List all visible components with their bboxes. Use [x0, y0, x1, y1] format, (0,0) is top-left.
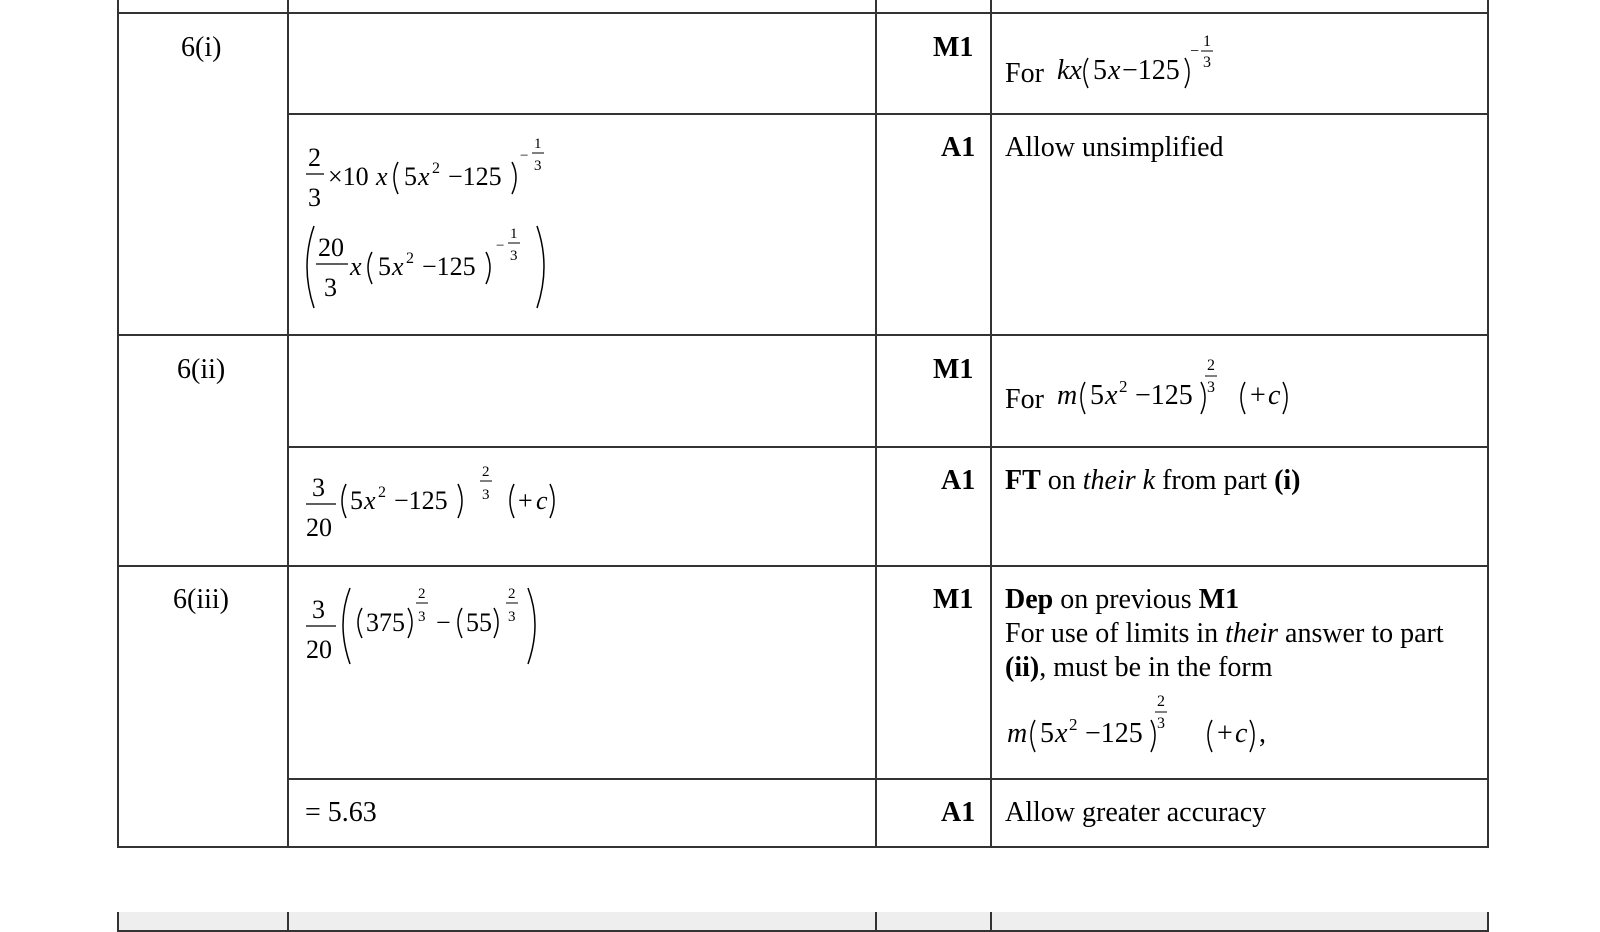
mark-label: A1 [941, 797, 976, 828]
guidance-text: For [1005, 384, 1044, 415]
svg-text:2: 2 [308, 143, 321, 172]
column-divider [875, 0, 877, 848]
svg-text:2: 2 [1157, 693, 1165, 710]
svg-text:−125: −125 [422, 252, 476, 281]
column-divider [990, 912, 992, 932]
svg-text:2: 2 [432, 160, 440, 177]
mark-label: M1 [933, 354, 974, 385]
svg-text:5: 5 [404, 162, 417, 191]
question-label: 6(ii) [177, 354, 226, 385]
answer-formula [300, 584, 600, 674]
svg-text:3: 3 [324, 273, 337, 302]
column-divider [875, 912, 877, 932]
column-divider [1487, 0, 1489, 848]
answer-text: = 5.63 [305, 797, 377, 828]
svg-text:x: x [1108, 55, 1121, 86]
column-divider [117, 0, 119, 848]
svg-text:5: 5 [350, 486, 363, 515]
svg-text:1: 1 [534, 136, 542, 152]
svg-text:−125: −125 [1122, 55, 1180, 86]
svg-text:5: 5 [1090, 380, 1104, 411]
svg-text:5: 5 [378, 252, 391, 281]
svg-text:,: , [1259, 718, 1266, 749]
guidance-text: Dep on previous M1 [1005, 584, 1240, 615]
svg-text:−125: −125 [394, 486, 448, 515]
question-label: 6(iii) [173, 584, 229, 615]
table-top-border [117, 12, 1489, 14]
svg-text:m: m [1057, 380, 1078, 411]
svg-text:2: 2 [1119, 377, 1128, 396]
svg-text:x: x [364, 486, 376, 515]
svg-text:375: 375 [366, 608, 405, 637]
svg-text:2: 2 [1207, 357, 1215, 374]
svg-text:−125: −125 [448, 162, 502, 191]
svg-text:x: x [1105, 380, 1118, 411]
svg-text:x: x [376, 162, 388, 191]
svg-text:kx: kx [1057, 55, 1082, 86]
svg-text:m: m [1007, 718, 1028, 749]
svg-text:1: 1 [1203, 33, 1211, 50]
svg-text:5: 5 [1093, 55, 1107, 86]
answer-formula [300, 462, 590, 552]
svg-text:2: 2 [1069, 715, 1078, 734]
svg-text:3: 3 [482, 487, 490, 503]
table-bottom-border [117, 846, 1489, 848]
svg-text:−125: −125 [1085, 718, 1143, 749]
column-divider [287, 0, 289, 848]
svg-text:3: 3 [418, 609, 426, 625]
svg-text:×10: ×10 [328, 162, 369, 191]
svg-text:3: 3 [312, 595, 325, 624]
mark-label: M1 [933, 32, 974, 63]
row-divider [287, 446, 1489, 448]
mark-label: A1 [941, 465, 976, 496]
svg-text:c: c [536, 486, 548, 515]
guidance-text: Allow greater accuracy [1005, 797, 1267, 828]
column-divider [990, 0, 992, 848]
svg-text:−125: −125 [1135, 380, 1193, 411]
guidance-text: (ii), must be in the form [1005, 652, 1273, 683]
svg-text:3: 3 [534, 158, 542, 174]
guidance-text: Allow unsimplified [1005, 132, 1224, 163]
guidance-text: FT on their k from part (i) [1005, 465, 1301, 496]
svg-text:x: x [392, 252, 404, 281]
svg-text:20: 20 [318, 233, 344, 262]
svg-text:x: x [1055, 718, 1068, 749]
row-divider [117, 334, 1489, 336]
svg-text:3: 3 [1203, 54, 1211, 71]
svg-text:3: 3 [308, 183, 321, 212]
svg-text:2: 2 [406, 250, 414, 267]
svg-text:2: 2 [418, 586, 426, 602]
svg-text:3: 3 [508, 609, 516, 625]
answer-formula [300, 130, 590, 220]
svg-text:2: 2 [482, 464, 490, 480]
svg-text:55: 55 [466, 608, 492, 637]
svg-text:x: x [418, 162, 430, 191]
row-divider [117, 565, 1489, 567]
mark-label: M1 [933, 584, 974, 615]
answer-formula [300, 220, 570, 320]
svg-text:20: 20 [306, 635, 332, 664]
svg-text:3: 3 [1157, 715, 1165, 732]
column-divider [1487, 912, 1489, 932]
row-divider [287, 113, 1489, 115]
guidance-text: For [1005, 58, 1044, 89]
svg-text:2: 2 [508, 586, 516, 602]
guidance-formula [1055, 28, 1255, 98]
mark-label: A1 [941, 132, 976, 163]
svg-text:c: c [1235, 718, 1248, 749]
svg-text:1: 1 [510, 226, 518, 242]
svg-text:3: 3 [1207, 379, 1215, 396]
svg-text:x: x [350, 252, 362, 281]
column-divider [287, 912, 289, 932]
svg-text:−: − [520, 148, 529, 164]
svg-text:3: 3 [510, 248, 518, 264]
svg-text:−: − [436, 608, 451, 637]
question-label: 6(i) [181, 32, 222, 63]
column-divider [117, 912, 119, 932]
svg-text:c: c [1268, 380, 1281, 411]
svg-text:+: + [518, 486, 533, 515]
next-table-header-fill [119, 912, 1487, 932]
svg-text:+: + [1217, 718, 1233, 749]
svg-text:+: + [1250, 380, 1266, 411]
svg-text:5: 5 [1040, 718, 1054, 749]
guidance-formula [1005, 686, 1305, 762]
svg-text:20: 20 [306, 513, 332, 542]
svg-text:−: − [1190, 43, 1200, 60]
svg-text:−: − [496, 238, 505, 254]
guidance-text: For use of limits in their answer to part [1005, 618, 1444, 649]
guidance-formula [1055, 352, 1335, 424]
row-divider [287, 778, 1489, 780]
svg-text:3: 3 [312, 473, 325, 502]
svg-text:2: 2 [378, 484, 386, 501]
